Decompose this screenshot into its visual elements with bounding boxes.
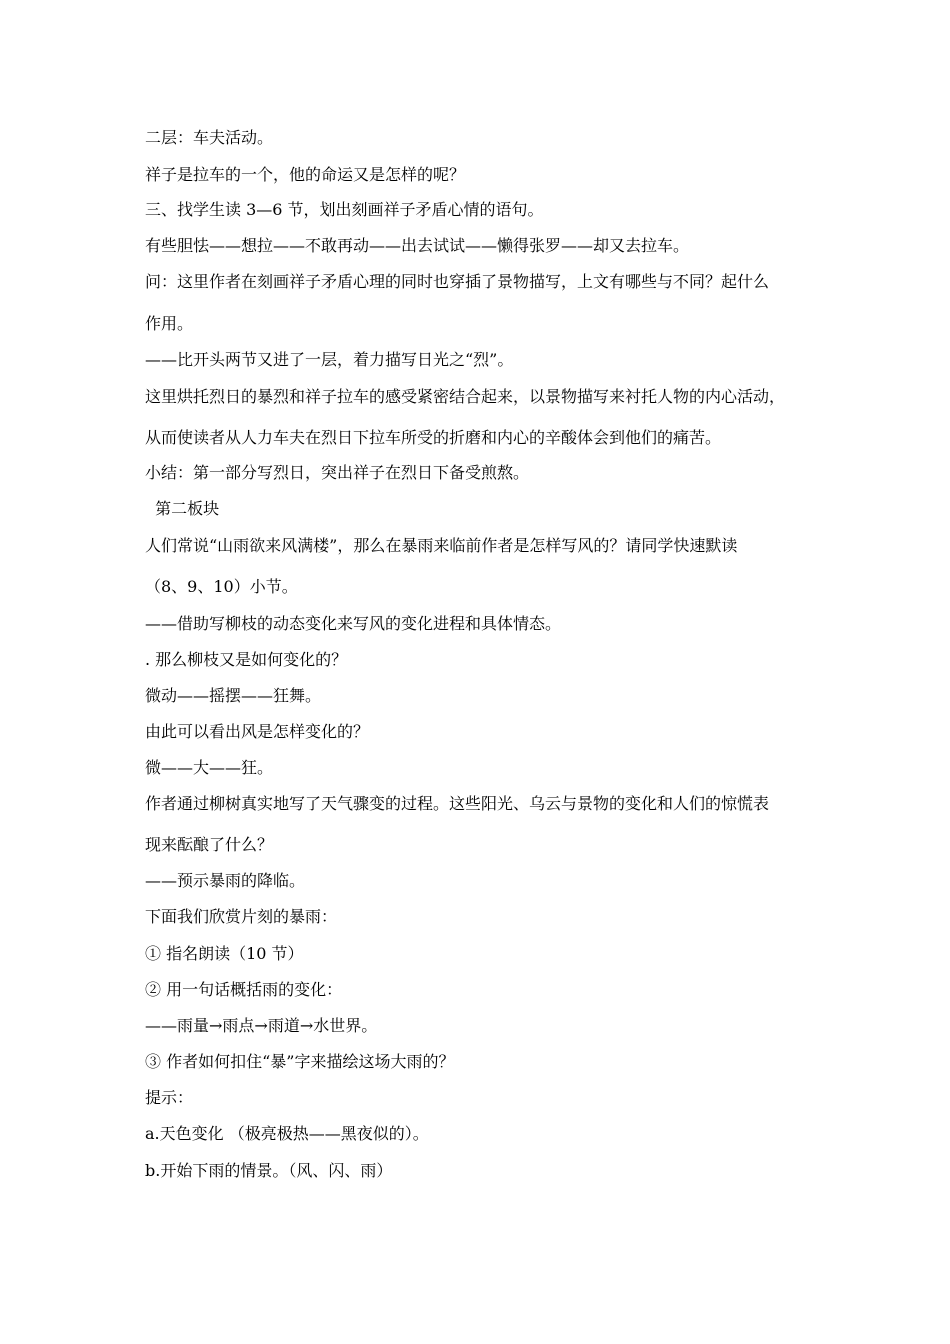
list-item: ② 用一句话概括雨的变化：: [145, 980, 343, 999]
text-line: （8、9、10）小节。: [145, 577, 298, 596]
text-line: 小结：第一部分写烈日，突出祥子在烈日下备受煎熬。: [145, 463, 530, 482]
text-line: 微——大——狂。: [145, 758, 274, 777]
text-line: . 那么柳枝又是如何变化的？: [145, 650, 348, 669]
text-line: 问：这里作者在刻画祥子矛盾心理的同时也穿插了景物描写，上文有哪些与不同？起什么: [145, 272, 770, 291]
text-line: 现来酝酿了什么？: [145, 835, 274, 854]
text-line: 二层：车夫活动。: [145, 128, 274, 147]
text-line: 从而使读者从人力车夫在烈日下拉车所受的折磨和内心的辛酸体会到他们的痛苦。: [145, 428, 722, 447]
text-line: ——预示暴雨的降临。: [145, 871, 306, 890]
text-line: b.开始下雨的情景。（风、闪、雨）: [145, 1161, 393, 1180]
text-line: 人们常说“山雨欲来风满楼”，那么在暴雨来临前作者是怎样写风的？请同学快速默读: [145, 536, 738, 555]
text-line: 祥子是拉车的一个，他的命运又是怎样的呢？: [145, 165, 466, 184]
text-line: 微动——摇摆——狂舞。: [145, 686, 322, 705]
text-line: 由此可以看出风是怎样变化的？: [145, 722, 370, 741]
text-line: 提示：: [145, 1088, 194, 1107]
text-line: 有些胆怯——想拉——不敢再动——出去试试——懒得张罗——却又去拉车。: [145, 236, 690, 255]
text-line: ——比开头两节又进了一层，着力描写日光之“烈”。: [145, 350, 514, 369]
text-line: a.天色变化 （极亮极热——黑夜似的）。: [145, 1124, 429, 1143]
text-line: 作者通过柳树真实地写了天气骤变的过程。这些阳光、乌云与景物的变化和人们的惊慌表: [145, 794, 770, 813]
text-line: 作用。: [145, 314, 194, 333]
text-line: 这里烘托烈日的暴烈和祥子拉车的感受紧密结合起来，以景物描写来衬托人物的内心活动，: [145, 387, 786, 406]
text-line: 下面我们欣赏片刻的暴雨：: [145, 907, 338, 926]
text-line: ——雨量→雨点→雨道→水世界。: [145, 1016, 378, 1035]
list-item: ① 指名朗读（10 节）: [145, 944, 304, 963]
text-line: 三、找学生读 3—6 节，划出刻画祥子矛盾心情的语句。: [145, 200, 544, 219]
list-item: ③ 作者如何扣住“暴”字来描绘这场大雨的？: [145, 1052, 455, 1071]
text-line: ——借助写柳枝的动态变化来写风的变化进程和具体情态。: [145, 614, 562, 633]
section-heading: 第二板块: [145, 499, 220, 518]
